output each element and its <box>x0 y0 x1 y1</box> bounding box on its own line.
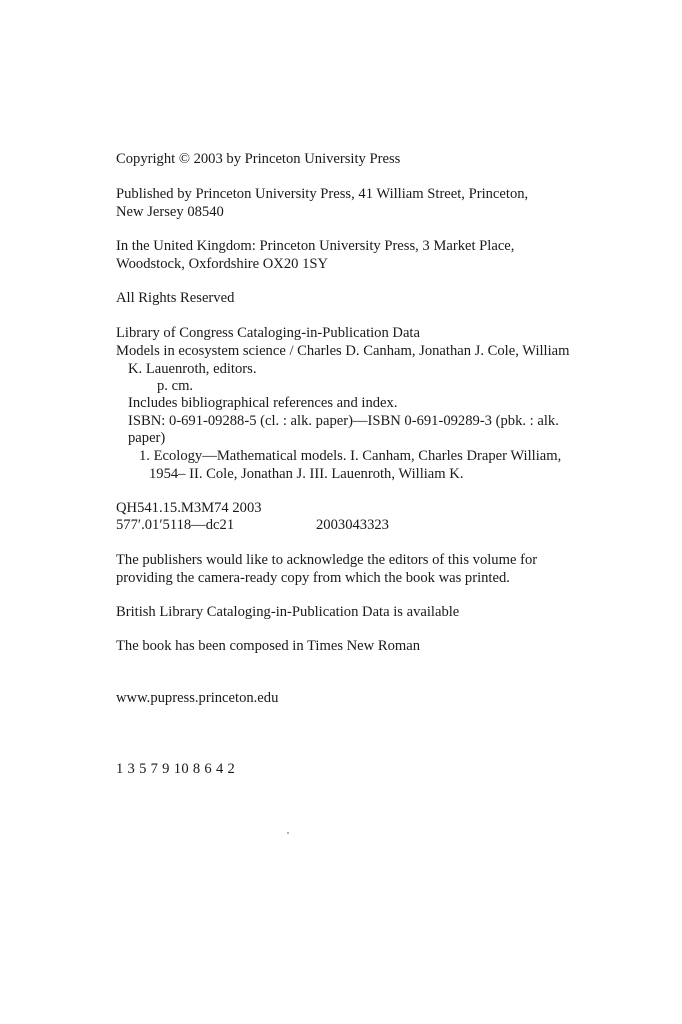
scan-speck <box>287 832 289 834</box>
cip-heading: Library of Congress Cataloging-in-Publication Data <box>116 325 420 341</box>
cip-isbn-line-1: ISBN: 0-691-09288-5 (cl. : alk. paper)—ISBN 0-691-09289-3 (pbk. : alk. <box>128 413 559 429</box>
cip-pcm: p. cm. <box>157 378 194 394</box>
rights-statement: All Rights Reserved <box>116 290 235 306</box>
publisher-address-line-1: Published by Princeton University Press, 41 William Street, Princeton, <box>116 186 529 202</box>
uk-address-line-2: Woodstock, Oxfordshire OX20 1SY <box>116 256 329 272</box>
acknowledgement-line-2: providing the camera-ready copy from which the book was printed. <box>116 570 510 586</box>
british-library-notice: British Library Cataloging-in-Publication Data is available <box>116 604 460 620</box>
cip-isbn-line-2: paper) <box>128 430 166 446</box>
cip-lccn: 2003043323 <box>316 517 389 533</box>
typeface-notice: The book has been composed in Times New Roman <box>116 638 421 654</box>
cip-title-line-1: Models in ecosystem science / Charles D. Canham, Jonathan J. Cole, William <box>116 343 570 359</box>
cip-call-number: QH541.15.M3M74 2003 <box>116 500 262 516</box>
cip-subjects-line-2: 1954– II. Cole, Jonathan J. III. Lauenroth, William K. <box>149 466 464 482</box>
cip-subjects-line-1: 1. Ecology—Mathematical models. I. Canham, Charles Draper William, <box>139 448 562 464</box>
acknowledgement-line-1: The publishers would like to acknowledge the editors of this volume for <box>116 552 538 568</box>
cip-dewey: 577′.01′5118—dc21 <box>116 517 235 533</box>
cip-title-line-2: K. Lauenroth, editors. <box>128 361 257 377</box>
publisher-website: www.pupress.princeton.edu <box>116 690 279 706</box>
publisher-address-line-2: New Jersey 08540 <box>116 204 224 220</box>
cip-includes: Includes bibliographical references and index. <box>128 395 398 411</box>
copyright-notice: Copyright © 2003 by Princeton University Press <box>116 151 401 167</box>
printing-number-line: 1 3 5 7 9 10 8 6 4 2 <box>116 761 236 777</box>
uk-address-line-1: In the United Kingdom: Princeton University Press, 3 Market Place, <box>116 238 515 254</box>
